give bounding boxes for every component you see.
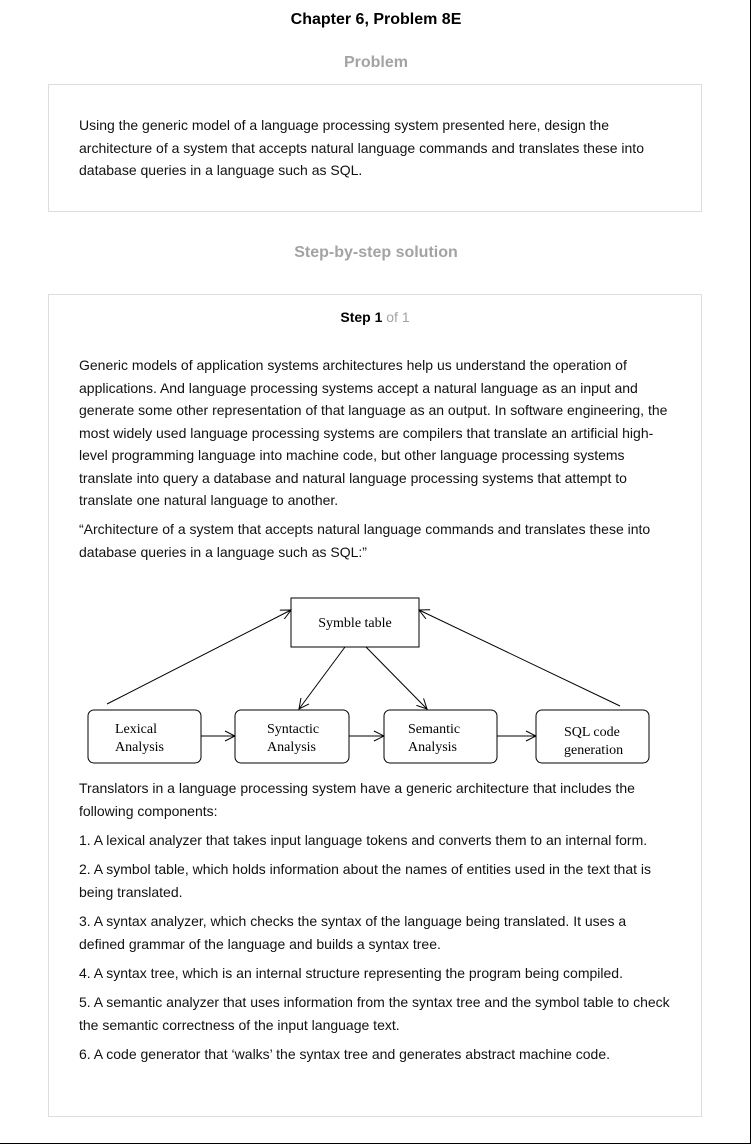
problem-heading: Problem: [343, 54, 408, 71]
step-count: of 1: [386, 309, 410, 325]
solution-panel: [48, 294, 702, 1117]
step-label: Step 1: [340, 309, 383, 325]
component-item: 6. A code generator that ‘walks’ the syntax tree and generates abstract machine code.: [79, 1046, 611, 1062]
symbol-table-node: [291, 598, 419, 647]
arrow-lexical-to-symbol-table: [107, 610, 291, 704]
lexical-analysis-node: [88, 710, 201, 763]
symbol-table-label: Symble table: [318, 616, 392, 631]
component-item: 4. A syntax tree, which is an internal structure representing the program being compiled.: [79, 965, 623, 981]
chapter-title: Chapter 6, Problem 8E: [290, 11, 462, 28]
semantic-label-line1: Semantic: [408, 722, 461, 737]
component-item: 1. A lexical analyzer that takes input language tokens and converts them to an internal form.: [79, 832, 648, 848]
component-item: 2. A symbol table, which holds information about the names of entities used in the text that is being translated.: [79, 861, 651, 900]
arrow-symbol-table-to-syntactic: [299, 647, 345, 709]
solution-heading: Step-by-step solution: [294, 244, 458, 261]
component-item: 3. A syntax analyzer, which checks the syntax of the language being translated. It uses a defined grammar of the language and builds a syntax tree.: [79, 913, 627, 952]
arrow-sql-to-symbol-table: [419, 610, 620, 706]
component-item: 5. A semantic analyzer that uses information from the syntax tree and the symbol table to check the semantic correctness of the input language text.: [79, 994, 670, 1033]
lexical-label-line1: Lexical: [115, 722, 157, 737]
architecture-diagram: [79, 585, 679, 775]
semantic-label-line2: Analysis: [408, 740, 457, 755]
syntactic-analysis-node: [235, 710, 349, 763]
sql-label-line1: SQL code: [564, 725, 620, 740]
problem-text: Using the generic model of a language processing system presented here, design the architecture of a system that accepts natural language commands and translates these into database queries in a language such as SQL.: [79, 117, 644, 178]
step-header: [49, 309, 701, 325]
problem-panel: [48, 84, 702, 212]
components-intro: Translators in a language processing system have a generic architecture that includes the following components:: [79, 780, 635, 819]
syntactic-label-line2: Analysis: [267, 740, 316, 755]
arrow-symbol-table-to-semantic: [366, 647, 427, 709]
quote-paragraph: “Architecture of a system that accepts natural language commands and translates these into database queries in a language such as SQL:”: [79, 521, 651, 560]
syntactic-label-line1: Syntactic: [267, 722, 320, 737]
sql-label-line2: generation: [564, 743, 624, 758]
sql-code-generation-node: [536, 710, 649, 763]
semantic-analysis-node: [384, 710, 497, 763]
intro-paragraph: Generic models of application systems architectures help us understand the operation of applications. And language processing systems accept a natural language as an input and generate some other representation of that language as an output. In software engineering, the most widely used language processing systems are compilers that translate an artificial high-level programming language into machine code, but other language processing systems translate into query a database and natural language processing systems that attempt to translate one natural language to another.: [79, 357, 668, 508]
lexical-label-line2: Analysis: [115, 740, 164, 755]
